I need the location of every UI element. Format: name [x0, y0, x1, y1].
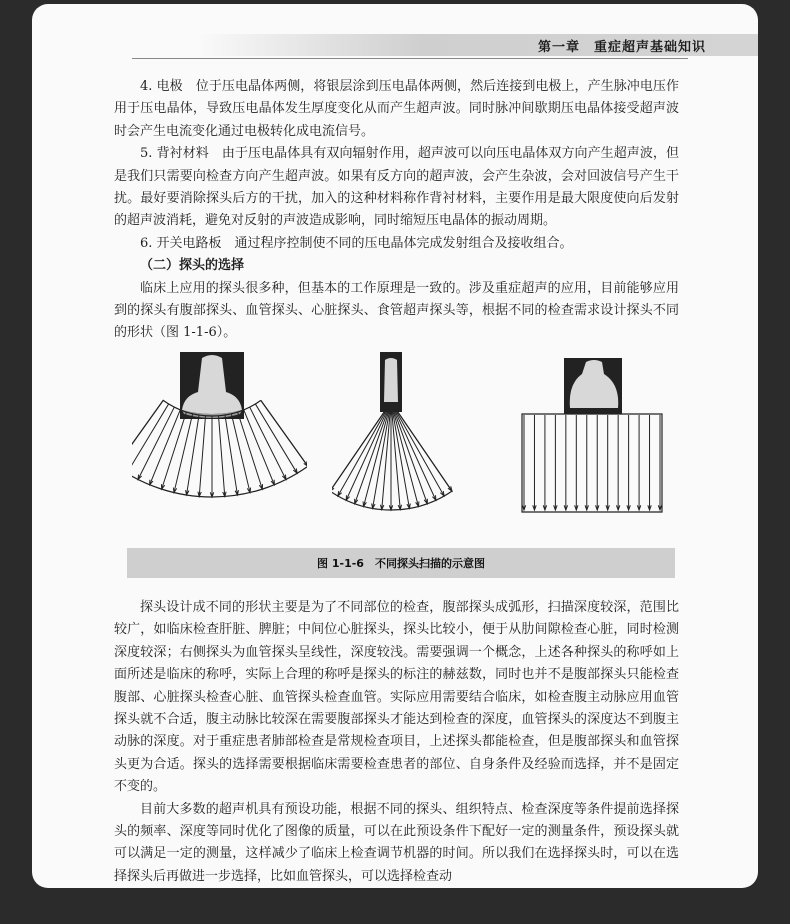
figure-caption: 图 1-1-6 不同探头扫描的示意图 — [317, 557, 485, 570]
paragraph-backing-material: 5. 背衬材料 由于压电晶体具有双向辐射作用，超声波可以向压电晶体双方向产生超声波，但是我们只需要向检查方向产生超声波。如果有反方向的超声波，会产生杂波，会对回波信号产生干扰。最好要消除探头后方的干扰，加入的这种材料称作背衬材料，主要作用是最大限度使向后发射的超声波消耗，避免对反射的声波造成影响，同时缩短压电晶体的振动周期。 — [114, 146, 679, 229]
section-subheading: （二）探头的选择 — [140, 258, 245, 274]
convex-beam-arrow — [199, 416, 205, 497]
phased-beam-arrow — [338, 407, 388, 496]
header-rule — [132, 58, 688, 59]
convex-beam-arrow — [255, 404, 297, 473]
convex-beam-arrow — [174, 414, 193, 493]
convex-beam-arrow — [238, 412, 263, 489]
figure-probes — [132, 352, 672, 530]
running-header — [198, 34, 758, 56]
convex-beam-arrow — [187, 415, 200, 495]
linear-probe-diagram — [520, 352, 672, 522]
convex-beam-arrow — [132, 404, 169, 473]
paragraph-electrode: 4. 电极 位于压电晶体两侧，将银层涂到压电晶体两侧，然后连接到电极上，产生脉冲电压作用于压电晶体，导致压电晶体发生厚度变化从而产生超声波。同时脉冲间歇期压电晶体接受超声波时会产生电流变化通过电极转化成电流信号。 — [114, 79, 679, 139]
convex-beam-arrow — [219, 416, 225, 497]
convex-beam-arrow — [162, 412, 187, 489]
convex-beam-arrow — [231, 414, 250, 493]
convex-probe-diagram — [132, 352, 307, 517]
book-page — [32, 4, 758, 888]
paragraph-probe-types: 临床上应用的探头很多种，但基本的工作原理是一致的。涉及重症超声的应用，目前能够应用到的探头有腹部探头、血管探头、心脏探头、食管超声探头等，根据不同的检查需求设计探头不同的形状（图 1-1-6）。 — [114, 280, 679, 341]
text-block-2 — [114, 597, 679, 888]
convex-beam-arrow — [225, 415, 238, 495]
text-block-1 — [114, 76, 679, 345]
paragraph-switch-board: 6. 开关电路板 通过程序控制使不同的压电晶体完成发射组合及接收组合。 — [140, 235, 573, 251]
paragraph-probe-design: 探头设计成不同的形状主要是为了不同部位的检查，腹部探头成弧形，扫描深度较深，范围比较广，如临床检查肝脏、脾脏；中间位心脏探头，探头比较小，便于从肋间隙检查心脏，同时检测深度较深；右侧探头为血管探头呈线性，深度较浅。需要强调一个概念，上述各种探头的称呼如上面所述是临床的称呼，实际上合理的称呼是探头的标注的赫兹数，同时也并不是腹部探头只能检查腹部、心脏探头检查心脏、血管探头检查血管。实际应用需要结合临床，如检查腹主动脉应用血管探头就不合适，腹主动脉比较深在需要腹部探头才能达到检查的深度，血管探头的深度达不到腹主动脉的深度。对于重症患者肺部检查是常规检查项目，上述探头都能检查，但是腹部探头和血管探头更为合适。探头的选择需要根据临床需要检查患者的部位、自身条件及经验而选择，并不是固定不变的。 — [114, 600, 679, 795]
figure-caption-band — [127, 548, 675, 578]
paragraph-presets: 目前大多数的超声机具有预设功能，根据不同的探头、组织特点、检查深度等条件提前选择探头的频率、深度等同时优化了图像的质量，可以在此预设条件下配好一定的测量条件，预设探头就可以满足一定的测量，这样减少了临床上检查调节机器的时间。所以我们在选择探头时，可以在选择探头后再做进一步选择，比如血管探头，可以选择检查动 — [114, 801, 679, 884]
phased-beam-arrow — [394, 407, 444, 496]
phased-probe-diagram — [332, 352, 477, 517]
chapter-title: 第一章 重症超声基础知识 — [537, 40, 706, 55]
